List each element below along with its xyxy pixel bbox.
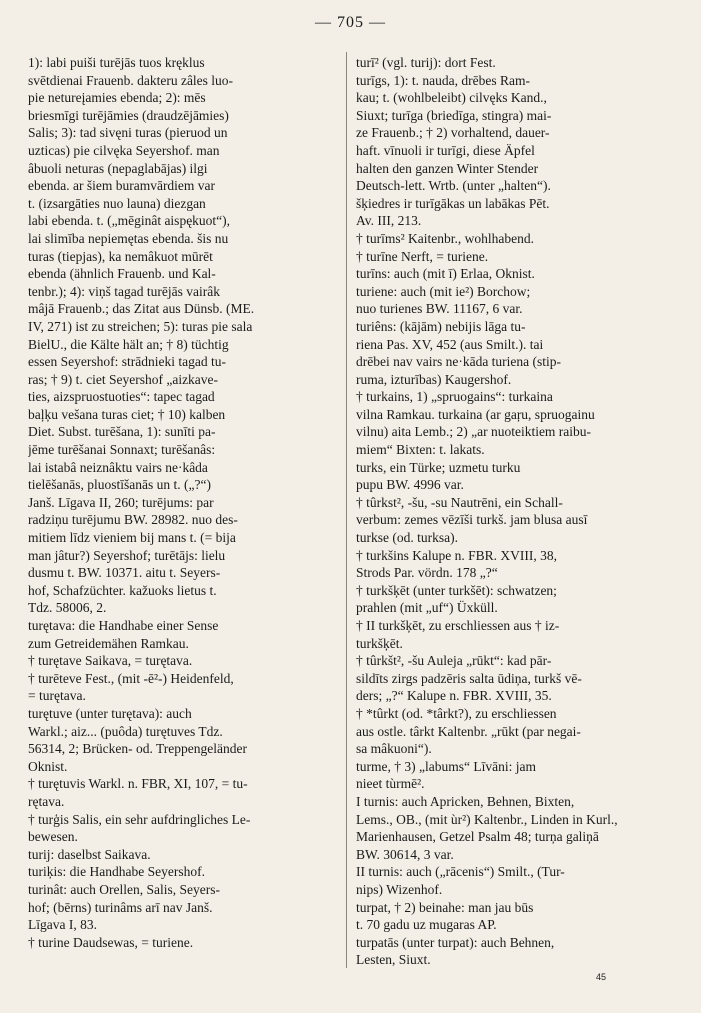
dictionary-line: man jâtur?) Seyershof; turētājs: lielu <box>28 547 226 563</box>
dictionary-line: lai istabâ neiznâktu vairs ne·kâda <box>28 459 208 475</box>
dictionary-line: jēme turēšanai Sonnaxt; turēšanâs: <box>28 442 216 458</box>
dictionary-line: ties, aizspruostuoties“: tapec tagad <box>28 389 215 405</box>
dictionary-line: mitiem līdz vieniem bij mans t. (= bija <box>28 530 236 546</box>
dictionary-line: šķiedres ir turīgākas un labākas Pēt. <box>356 195 550 211</box>
dictionary-line: turiene: auch (mit ie²) Borchow; <box>356 283 531 299</box>
dictionary-line: turpatās (unter turpat): auch Behnen, <box>356 934 555 950</box>
dictionary-line: Deutsch-lett. Wrtb. (unter „halten“). <box>356 178 551 194</box>
dictionary-line: Lems., OB., (mit ùr²) Kaltenbr., Linden in Kurl., <box>356 811 618 827</box>
dictionary-line: † turēteve Fest., (mit -ē²-) Heidenfeld, <box>28 670 234 686</box>
dictionary-line: BielU., die Kälte hält an; † 8) tüchtig <box>28 336 229 352</box>
dictionary-line: uzticas) pie cilvęka Seyershof. man <box>28 142 220 158</box>
dictionary-line: 56314, 2; Brücken- od. Treppengeländer <box>28 741 247 757</box>
dictionary-line: † turętuvis Warkl. n. FBR, XI, 107, = tu- <box>28 776 248 792</box>
dictionary-line: pupu BW. 4996 var. <box>356 477 464 493</box>
dictionary-line: tielēšanās, pluostīšanās un t. („?“) <box>28 477 211 493</box>
dictionary-line: turas (tiepjas), ka nemâkuot mūrēt <box>28 248 213 264</box>
signature-mark: 45 <box>596 972 607 982</box>
dictionary-line: turkšķēt. <box>356 635 403 651</box>
dictionary-line: nips) Wizenhof. <box>356 881 443 897</box>
dictionary-line: âbuoli neturas (nepaglabājas) ilgi <box>28 160 208 176</box>
dictionary-line: halten den ganzen Winter Stender <box>356 160 539 176</box>
dictionary-line: t. (izsargāties nuo launa) diezgan <box>28 195 206 211</box>
dictionary-line: † tûrkšt², -šu Auleja „rūkt“: kad pār- <box>356 653 552 669</box>
dictionary-line: turīns: auch (mit ī) Erlaa, Oknist. <box>356 266 535 282</box>
dictionary-line: turętuve (unter turętava): auch <box>28 705 192 721</box>
dictionary-line: Siuxt; turīga (briedīga, stingra) mai- <box>356 107 552 123</box>
dictionary-line: nuo turienes BW. 11167, 6 var. <box>356 301 523 317</box>
dictionary-line: = turętava. <box>28 688 86 704</box>
dictionary-line: turiêns: (kājām) nebijis lāga tu- <box>356 318 526 334</box>
dictionary-line: sildīts zirgs padzēris salta ūdiņa, turkš vē- <box>356 670 582 686</box>
dictionary-line: Av. III, 213. <box>356 213 422 229</box>
dictionary-line: † turkšķēt (unter turkšēt): schwatzen; <box>356 582 557 598</box>
dictionary-line: svētdienai Frauenb. dakteru zâles luo- <box>28 72 234 88</box>
dictionary-line: mâjā Frauenb.; das Zitat aus Dünsb. (ME. <box>28 301 255 317</box>
dictionary-line: turiķis: die Handhabe Seyershof. <box>28 864 205 880</box>
dictionary-line: ders; „?“ Kalupe n. FBR. XVIII, 35. <box>356 688 552 704</box>
dictionary-line: † tûrkst², -šu, -su Nautrēni, ein Schall- <box>356 494 563 510</box>
dictionary-line: BW. 30614, 3 var. <box>356 846 454 862</box>
dictionary-line: miem“ Bixten: t. lakats. <box>356 442 485 458</box>
dictionary-line: turī² (vgl. turij): dort Fest. <box>356 55 496 70</box>
column-divider <box>346 52 347 968</box>
dictionary-line: † turīne Nerft, = turiene. <box>356 248 489 264</box>
dictionary-line: † turkains, 1) „spruogains“: turkaina <box>356 389 553 405</box>
dictionary-line: I turnis: auch Apricken, Behnen, Bixten, <box>356 793 575 809</box>
dictionary-line: bewesen. <box>28 829 78 845</box>
dictionary-line: Salis; 3): tad sivęni turas (pieruod un <box>28 125 228 141</box>
dictionary-line: haft. vīnuoli ir turīgi, diese Äpfel <box>356 142 535 158</box>
dictionary-line: Janš. Līgava II, 260; turējums: par <box>28 494 214 510</box>
dictionary-line: t. 70 gadu uz mugaras AP. <box>356 917 497 933</box>
dictionary-line: turme, † 3) „labums“ Līvāni: jam <box>356 758 536 774</box>
dictionary-line: ebenda (ähnlich Frauenb. und Kal- <box>28 266 216 282</box>
dictionary-line: ras; † 9) t. ciet Seyershof „aizkave- <box>28 371 219 387</box>
dictionary-line: ze Frauenb.; † 2) vorhaltend, dauer- <box>356 125 550 141</box>
dictionary-line: Līgava I, 83. <box>28 917 97 933</box>
dictionary-line: Marienhausen, Getzel Psalm 48; turņa galiņā <box>356 829 599 845</box>
dictionary-line: dusmu t. BW. 10371. aitu t. Seyers- <box>28 565 221 581</box>
dictionary-line: sa mâkuoni“). <box>356 741 432 757</box>
dictionary-line: hof; (bērns) turinâms arī nav Janš. <box>28 899 213 915</box>
dictionary-line: Strods Par. vördn. 178 „?“ <box>356 565 498 581</box>
dictionary-line: turętava: die Handhabe einer Sense <box>28 618 219 633</box>
dictionary-line: rętava. <box>28 793 65 809</box>
dictionary-line: lai slimība nepiemętas ebenda. šis nu <box>28 230 229 246</box>
dictionary-line: II turnis: auch („rācenis“) Smilt., (Tur- <box>356 864 565 880</box>
dictionary-line: prahlen (mit „uf“) Üxküll. <box>356 600 498 616</box>
dictionary-line: turīgs, 1): t. nauda, drēbes Ram- <box>356 72 530 88</box>
dictionary-line: pie netureįamies ebenda; 2): mēs <box>28 90 206 106</box>
dictionary-line: Lesten, Siuxt. <box>356 952 431 968</box>
dictionary-line: Diet. Subst. turēšana, 1): sunīti pa- <box>28 424 216 440</box>
dictionary-line: Tdz. 58006, 2. <box>28 600 107 616</box>
dictionary-line: radziņu turējumu BW. 28982. nuo des- <box>28 512 238 528</box>
dictionary-line: turpat, † 2) beinahe: man jau būs <box>356 899 534 915</box>
dictionary-line: labi ebenda. t. („mēginât aispękuot“), <box>28 213 231 229</box>
dictionary-line: † II turkšķēt, zu erschliessen aus † iz- <box>356 618 560 633</box>
dictionary-line: aus ostle. târkt Kaltenbr. „rūkt (par negai- <box>356 723 581 739</box>
dictionary-line: hof, Schafzüchter. kažuoks lietus t. <box>28 582 217 598</box>
dictionary-line: † turģis Salis, ein sehr aufdringliches Le- <box>28 811 251 827</box>
dictionary-line: IV, 271) ist zu streichen; 5): turas pie sala <box>28 318 253 334</box>
dictionary-line: turkse (od. turksa). <box>356 530 458 546</box>
dictionary-line: ebenda. ar šiem buramvārdiem var <box>28 178 216 194</box>
dictionary-line: Warkl.; aiz... (puôda) turętuves Tdz. <box>28 723 223 739</box>
dictionary-line: tenbr.); 4): viņš tagad turējās vairâk <box>28 283 220 299</box>
dictionary-line: turij: daselbst Saikava. <box>28 846 151 862</box>
dictionary-line: † turkšins Kalupe n. FBR. XVIII, 38, <box>356 547 557 563</box>
dictionary-line: baļķu vešana turas ciet; † 10) kalben <box>28 406 226 422</box>
dictionary-line: † turine Daudsewas, = turiene. <box>28 934 194 950</box>
dictionary-line: briesmīgi turējāmies (draudzējāmies) <box>28 107 229 123</box>
dictionary-line: ruma, izturības) Kaugershof. <box>356 371 512 387</box>
dictionary-line: nieet tùrmē². <box>356 776 425 792</box>
left-column <box>28 54 340 951</box>
right-column <box>356 54 674 969</box>
dictionary-line: vilna Ramkau. turkaina (ar gaŗu, spruogainu <box>356 406 595 422</box>
dictionary-line: turks, ein Türke; uzmetu turku <box>356 459 521 475</box>
dictionary-line: turinât: auch Orellen, Salis, Seyers- <box>28 881 220 897</box>
dictionary-line: verbum: zemes vēzīši turkš. jam blusa ausī <box>356 512 588 528</box>
dictionary-line: † turīms² Kaitenbr., wohlhabend. <box>356 230 535 246</box>
dictionary-line: Oknist. <box>28 758 68 774</box>
page-number: — 705 — <box>315 14 386 31</box>
dictionary-line: † turętave Saikava, = turętava. <box>28 653 193 669</box>
dictionary-line: essen Seyershof: strādnieki tagad tu- <box>28 354 226 370</box>
dictionary-line: riena Pas. XV, 452 (aus Smilt.). tai <box>356 336 544 352</box>
dictionary-line: kau; t. (wohlbeleibt) cilvęks Kand., <box>356 90 547 106</box>
dictionary-line: 1): labi puiši turējās tuos kręklus <box>28 55 205 70</box>
dictionary-line: † *tûrkt (od. *târkt?), zu erschliessen <box>356 705 557 721</box>
dictionary-line: drēbei nav vairs ne·kāda turiena (stip- <box>356 354 562 370</box>
dictionary-line: vilnu) aita Lemb.; 2) „ar nuoteiktiem raibu- <box>356 424 592 440</box>
dictionary-line: zum Getreidemähen Ramkau. <box>28 635 189 651</box>
